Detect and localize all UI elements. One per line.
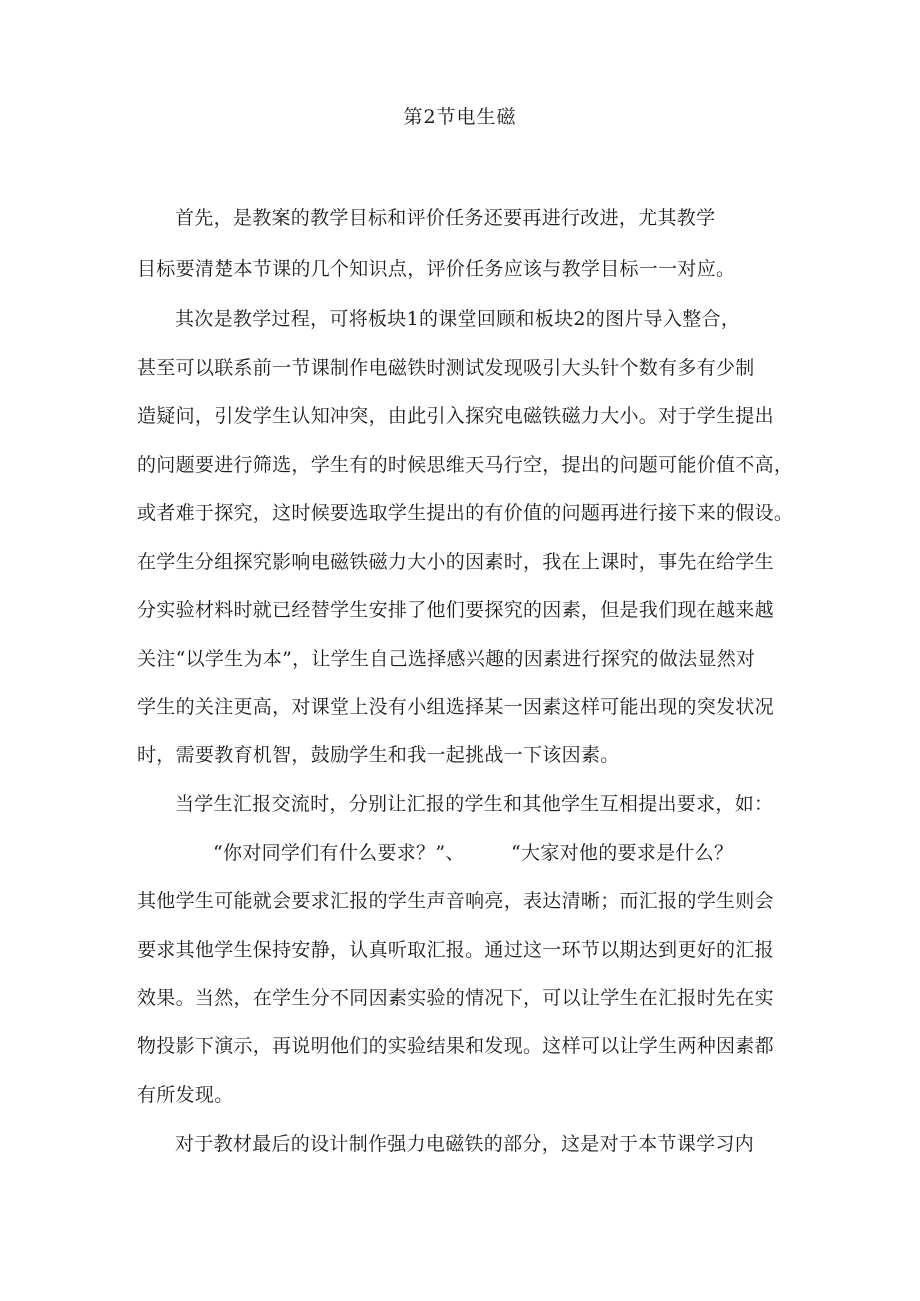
paragraph-1-line-2: 目标要清楚本节课的几个知识点，评价任务应该与教学目标一一对应。 — [137, 258, 736, 280]
paragraph-1-line-1: 首先，是教案的教学目标和评价任务还要再进行改进，尤其教学 — [175, 207, 716, 229]
paragraph-2-line-7: 分实验材料时就已经替学生安排了他们要探究的因素，但是我们现在越来越 — [137, 599, 774, 621]
paragraph-4-line-5: 有所发现。 — [137, 1084, 234, 1106]
page-title: 第2节电生磁 — [403, 106, 517, 128]
paragraph-2-line-6: 在学生分组探究影响电磁铁磁力大小的因素时，我在上课时，事先在给学生 — [137, 551, 774, 573]
paragraph-2-line-1: 其次是教学过程，可将板块1的课堂回顾和板块2的图片导入整合， — [175, 308, 741, 330]
paragraph-2-line-2: 甚至可以联系前一节课制作电磁铁时测试发现吸引大头针个数有多有少制 — [137, 357, 755, 379]
paragraph-2-line-10: 时，需要教育机智，鼓励学生和我一起挑战一下该因素。 — [137, 744, 620, 766]
paragraph-2-line-4: 的问题要进行筛选，学生有的时候思维天马行空，提出的问题可能价值不高， — [137, 454, 794, 476]
paragraph-2-line-8: 关注“以学生为本”，让学生自己选择感兴趣的因素进行探究的做法显然对 — [137, 648, 756, 670]
quote-question-2: “大家对他的要求是什么？ — [511, 842, 734, 864]
paragraph-4-line-4: 物投影下演示，再说明他们的实验结果和发现。这样可以让学生两种因素都 — [137, 1035, 774, 1057]
paragraph-4-line-2: 要求其他学生保持安静，认真听取汇报。通过这一环节以期达到更好的汇报 — [137, 939, 774, 961]
paragraph-5-line-1: 对于教材最后的设计制作强力电磁铁的部分，这是对于本节课学习内 — [175, 1133, 755, 1155]
paragraph-2-line-5: 或者难于探究，这时候要选取学生提出的有价值的问题再进行接下来的假设。 — [137, 502, 794, 524]
quote-question-1: “你对同学们有什么要求？”、 — [213, 842, 465, 864]
paragraph-3-line-1: 当学生汇报交流时，分别让汇报的学生和其他学生互相提出要求，如： — [175, 793, 774, 815]
paragraph-2-line-9: 学生的关注更高，对课堂上没有小组选择某一因素这样可能出现的突发状况 — [137, 696, 774, 718]
paragraph-4-line-3: 效果。当然，在学生分不同因素实验的情况下，可以让学生在汇报时先在实 — [137, 987, 774, 1009]
paragraph-2-line-3: 造疑问，引发学生认知冲突，由此引入探究电磁铁磁力大小。对于学生提出 — [137, 405, 774, 427]
paragraph-4-line-1: 其他学生可能就会要求汇报的学生声音响亮，表达清晰；而汇报的学生则会 — [137, 890, 774, 912]
